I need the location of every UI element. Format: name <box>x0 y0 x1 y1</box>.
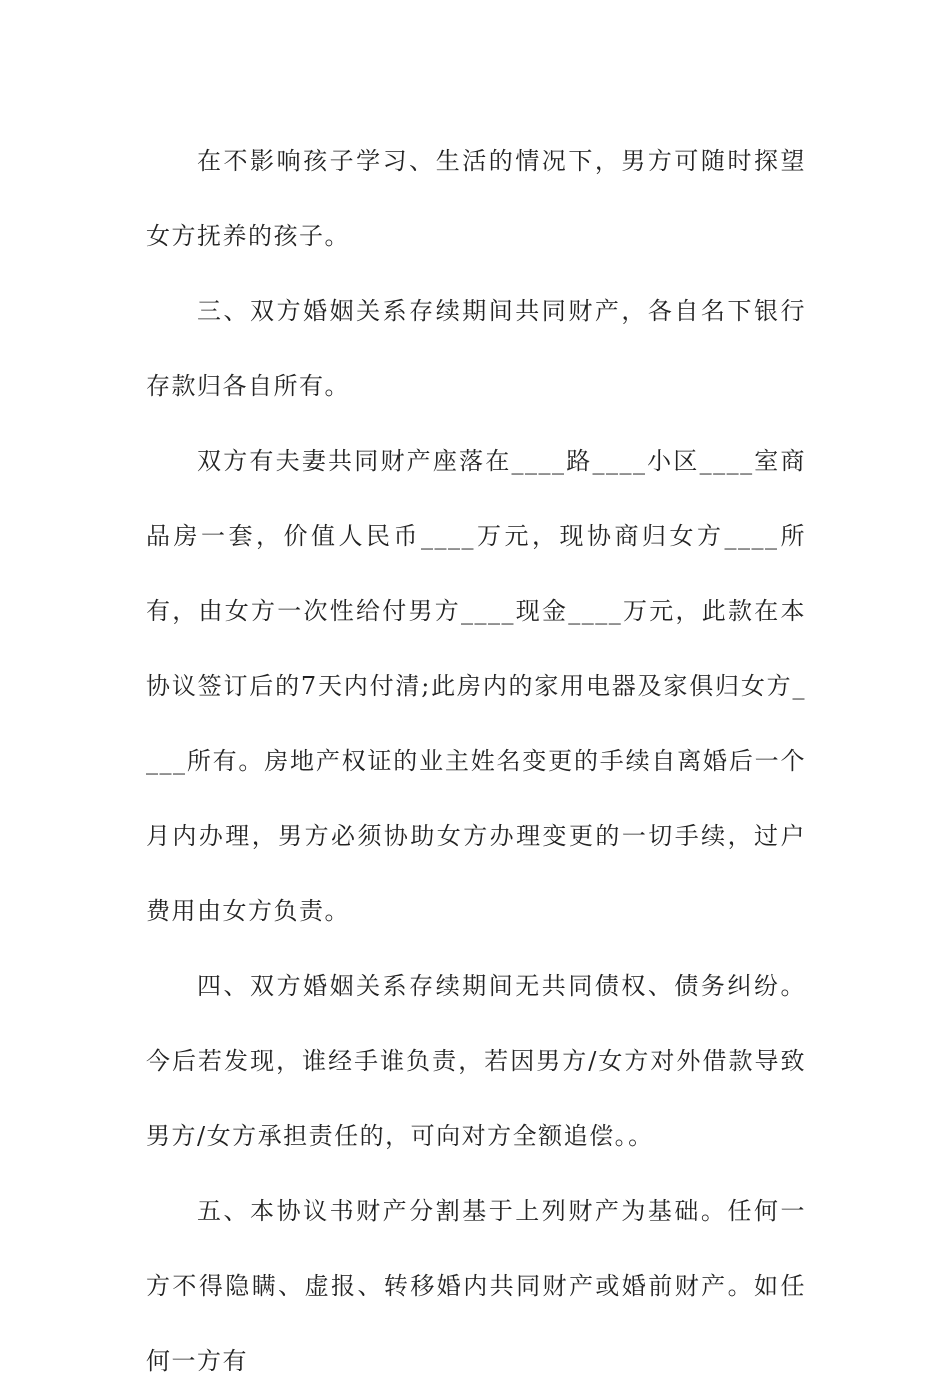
paragraph-bank-deposits: 三、双方婚姻关系存续期间共同财产，各自名下银行存款归各自所有。 <box>146 297 806 400</box>
paragraph-property-basis: 五、本协议书财产分割基于上列财产为基础。任何一方不得隐瞒、虚报、转移婚内共同财产或婚前财产。如任何一方有 <box>146 1197 806 1375</box>
paragraph-visitation: 在不影响孩子学习、生活的情况下，男方可随时探望女方抚养的孩子。 <box>146 147 806 250</box>
paragraph-property-division: 双方有夫妻共同财产座落在____路____小区____室商品房一套，价值人民币____万元，现协商归女方____所有，由女方一次性给付男方____现金____万元，此款在本协议签订后的7天内付清;此房内的家用电器及家俱归女方____所有。房地产权证的业主姓名变更的手续自离婚后一个月内办理，男方必须协助女方办理变更的一切手续，过户费用由女方负责。 <box>146 447 806 925</box>
paragraph-debts: 四、双方婚姻关系存续期间无共同债权、债务纠纷。今后若发现，谁经手谁负责，若因男方/女方对外借款导致男方/女方承担责任的，可向对方全额追偿。。 <box>146 972 806 1150</box>
document-body <box>146 124 806 1399</box>
